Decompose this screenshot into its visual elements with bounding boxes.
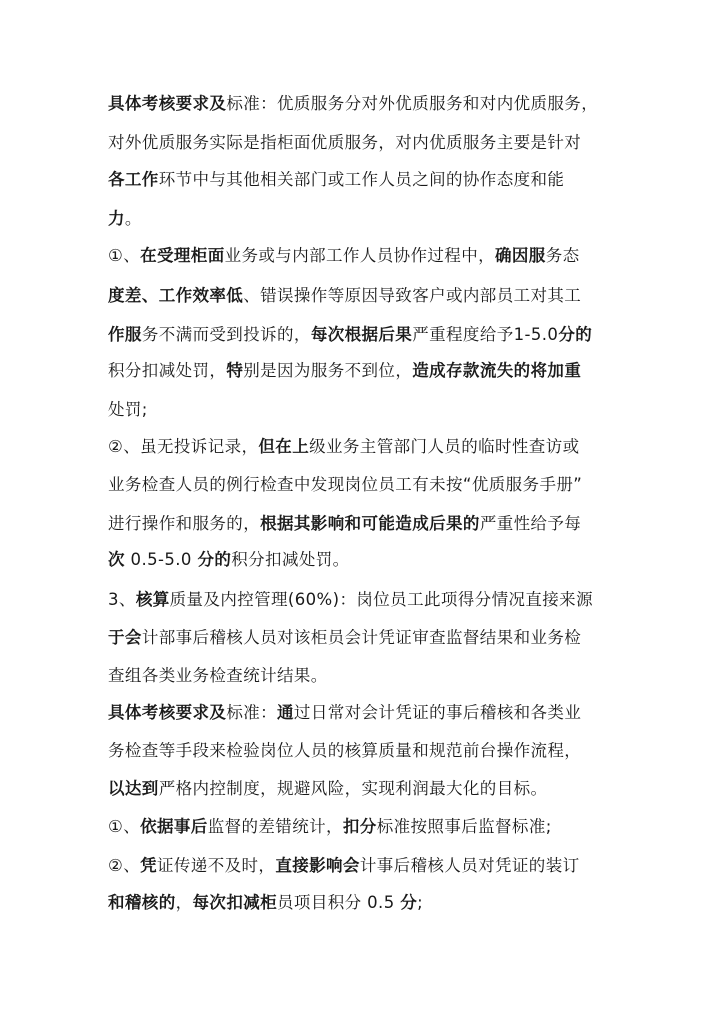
text-segment: 。 xyxy=(124,209,142,228)
text-segment: 过日常对会计凭证的事后稽核和各类业 xyxy=(293,703,582,722)
text-segment: 级业务主管部门人员的临时性查访或 xyxy=(309,437,580,456)
bold-text-segment: 在受理柜面 xyxy=(140,246,225,265)
bold-text-segment: 具体考核要求及 xyxy=(108,94,227,113)
bold-text-segment: 力 xyxy=(108,209,125,228)
bold-text-segment: 每次扣减柜 xyxy=(192,893,278,912)
text-segment: 处罚; xyxy=(108,400,148,419)
text-segment: ②、虽无投诉记录， xyxy=(108,437,259,456)
text-segment: 证传递不及时， xyxy=(157,856,276,875)
text-segment: 计部事后稽核人员对该柜员会计凭证审查监督结果和业务检 xyxy=(141,628,582,647)
text-segment: 严重性给予每 xyxy=(479,514,582,533)
text-segment: 进行操作和服务的， xyxy=(108,514,261,533)
text-segment: 严格内控制度，规避风险，实现利润最大化的目标。 xyxy=(158,779,548,798)
text-segment: 标准： xyxy=(226,703,278,722)
bold-text-segment: 分的 xyxy=(197,550,232,569)
bold-text-segment: 作服 xyxy=(108,325,142,344)
text-line xyxy=(108,891,648,915)
text-line xyxy=(108,244,648,268)
bold-text-segment: 和稽核的 xyxy=(108,893,176,912)
text-line xyxy=(108,473,648,497)
bold-text-segment: 分 xyxy=(400,893,418,912)
text-segment: ①、 xyxy=(108,246,141,265)
text-segment: ②、 xyxy=(108,856,141,875)
text-line xyxy=(108,854,648,878)
text-segment: 标准按照事后监督标准; xyxy=(376,817,552,836)
text-line xyxy=(108,131,648,155)
text-line xyxy=(108,92,648,116)
bold-text-segment: 每次根据后果 xyxy=(310,325,413,344)
bold-text-segment: 通 xyxy=(277,703,294,722)
text-segment: 严重程度给予1-5.0 xyxy=(412,325,559,344)
bold-text-segment: 直接影响会 xyxy=(275,856,360,875)
bold-text-segment: 分的 xyxy=(558,325,593,344)
bold-text-segment: 特 xyxy=(226,361,244,380)
text-line xyxy=(108,777,648,801)
text-line xyxy=(108,701,648,725)
text-line xyxy=(108,815,648,839)
text-segment: ， xyxy=(175,893,193,912)
bold-text-segment: 扣分 xyxy=(342,817,377,836)
text-segment: 积分扣减处罚。 xyxy=(231,550,350,569)
text-segment: 标准：优质服务分对外优质服务和对内优质服务， xyxy=(226,94,599,113)
text-segment: 务态 xyxy=(545,246,580,265)
text-line xyxy=(108,168,648,192)
bold-text-segment: 各工作 xyxy=(108,170,159,189)
text-segment: 3、 xyxy=(108,590,136,609)
bold-text-segment: 次 xyxy=(108,550,125,569)
text-segment: 务不满而受到投诉的， xyxy=(141,325,311,344)
bold-text-segment: 具体考核要求及 xyxy=(108,703,227,722)
text-segment: 业务检查人员的例行检查中发现岗位员工有未按“优质服务手册” xyxy=(108,475,583,494)
bold-text-segment: 凭 xyxy=(140,856,157,875)
text-line xyxy=(108,548,648,572)
text-segment: ; xyxy=(417,893,424,912)
bold-text-segment: 但在上 xyxy=(258,437,310,456)
text-segment: 查组各类业务检查统计结果。 xyxy=(108,666,328,685)
text-line xyxy=(108,664,648,688)
text-line xyxy=(108,588,648,612)
text-segment: 对外优质服务实际是指柜面优质服务，对内优质服务主要是针对 xyxy=(108,133,582,152)
bold-text-segment: 根据其影响和可能造成后果的 xyxy=(260,514,480,533)
text-segment: 别是因为服务不到位， xyxy=(243,361,413,380)
text-segment: 环节中与其他相关部门或工作人员之间的协作态度和能 xyxy=(158,170,565,189)
bold-text-segment: 于会 xyxy=(108,628,142,647)
text-line xyxy=(108,435,648,459)
text-line xyxy=(108,207,648,231)
text-segment: 务检查等手段来检验岗位人员的核算质量和规范前台操作流程， xyxy=(108,741,582,760)
bold-text-segment: 造成存款流失的将加重 xyxy=(412,361,582,380)
text-line xyxy=(108,739,648,763)
text-segment: 质量及内控管理(60%)：岗位员工此项得分情况直接来源 xyxy=(169,590,593,609)
bold-text-segment: 度差、工作效率低 xyxy=(108,286,244,305)
text-segment: 计事后稽核人员对凭证的装订 xyxy=(359,856,580,875)
text-segment: ①、 xyxy=(108,817,141,836)
text-line xyxy=(108,359,648,383)
bold-text-segment: 核算 xyxy=(135,590,170,609)
text-segment: 员项目积分 0.5 xyxy=(277,893,401,912)
text-line xyxy=(108,512,648,536)
bold-text-segment: 以达到 xyxy=(108,779,159,798)
bold-text-segment: 依据事后 xyxy=(140,817,208,836)
text-line xyxy=(108,626,648,650)
text-segment: 、错误操作等原因导致客户或内部员工对其工 xyxy=(243,286,582,305)
text-line xyxy=(108,323,648,347)
text-line xyxy=(108,284,648,308)
text-segment: 业务或与内部工作人员协作过程中， xyxy=(224,246,495,265)
bold-text-segment: 确因服 xyxy=(495,246,546,265)
text-segment: 监督的差错统计， xyxy=(207,817,343,836)
text-segment: 0.5-5.0 xyxy=(124,550,198,569)
text-segment: 积分扣减处罚， xyxy=(108,361,227,380)
text-line xyxy=(108,398,648,422)
